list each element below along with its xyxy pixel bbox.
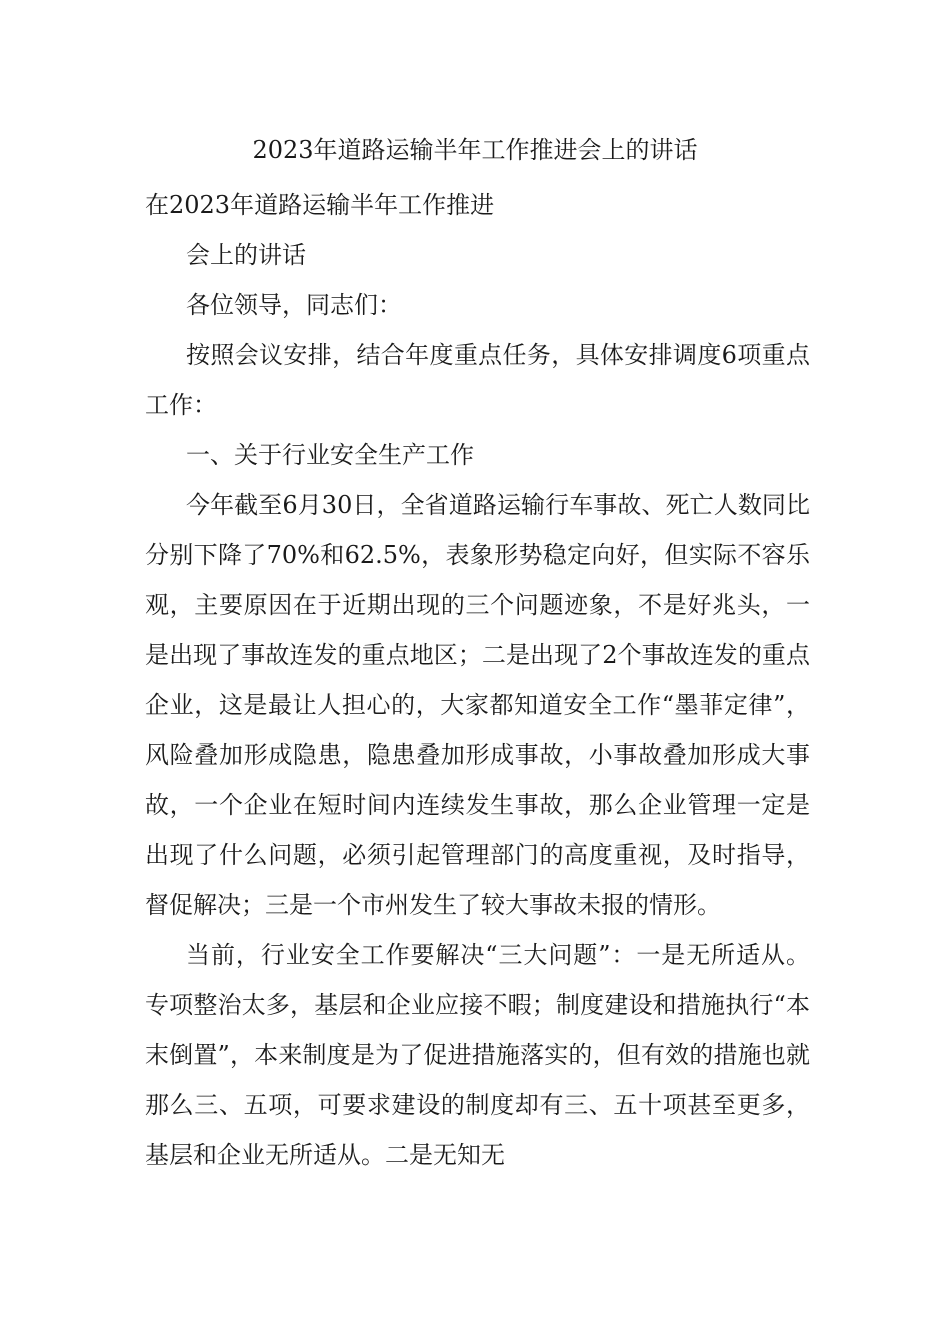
paragraph-salutation: 各位领导，同志们： xyxy=(186,291,402,319)
paragraph-three-problems: 当前，行业安全工作要解决“三大问题”：一是无所适从。专项整治太多，基层和企业应接不暇；制度建设和措施执行“本末倒置”，本来制度是为了促进措施落实的，但有效的措施也就那么三、五项，可要求建设的制度却有三、五十项甚至更多，基层和企业无所适从。二是无知无 xyxy=(145,941,810,1169)
document-title: 2023年道路运输半年工作推进会上的讲话 xyxy=(252,136,698,164)
section-heading-safety: 一、关于行业安全生产工作 xyxy=(186,441,474,469)
document-body xyxy=(145,180,810,1180)
paragraph-heading-line2: 会上的讲话 xyxy=(186,241,306,269)
paragraph-safety-status: 今年截至6月30日，全省道路运输行车事故、死亡人数同比分别下降了70%和62.5%，表象形势稳定向好，但实际不容乐观，主要原因在于近期出现的三个问题迹象，不是好兆头，一是出现了事故连发的重点地区；二是出现了2个事故连发的重点企业，这是最让人担心的，大家都知道安全工作“墨菲定律”，风险叠加形成隐患，隐患叠加形成事故，小事故叠加形成大事故，一个企业在短时间内连续发生事故，那么企业管理一定是出现了什么问题，必须引起管理部门的高度重视，及时指导，督促解决；三是一个市州发生了较大事故未报的情形。 xyxy=(145,491,810,919)
paragraph-heading-line1: 在2023年道路运输半年工作推进 xyxy=(145,191,495,219)
paragraph-intro: 按照会议安排，结合年度重点任务，具体安排调度6项重点工作： xyxy=(145,341,810,419)
